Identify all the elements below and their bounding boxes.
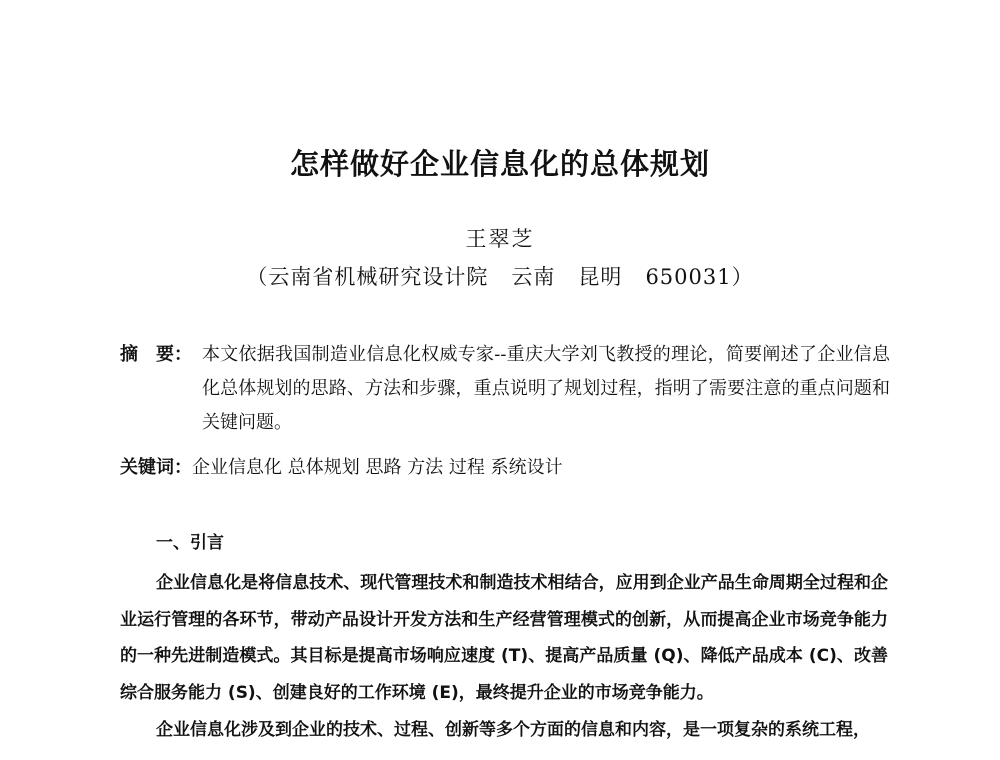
keywords-text: 企业信息化 总体规划 思路 方法 过程 系统设计 [192, 457, 563, 478]
author-name: 王翠芝 [465, 227, 535, 251]
paper-title: 怎样做好企业信息化的总体规划 [289, 147, 710, 181]
author-affiliation: （云南省机械研究设计院 云南 昆明 650031） [246, 265, 754, 289]
body-paragraph: 企业信息化是将信息技术、现代管理技术和制造技术相结合，应用到企业产品生命周期全过程和企业运行管理的各环节，带动产品设计开发方法和生产经营管理模式的创新，从而提高企业市场竞争能力的一种先进制造模式。其目标是提高市场响应速度 (T)、提高产品质量 (Q)、降低产品成本 (C)、改善综合服务能力 (S)、创建良好的工作环境 (E)，最终提升企业的市场竞争能力。 [120, 573, 888, 703]
abstract-text: 本文依据我国制造业信息化权威专家--重庆大学刘飞教授的理论，简要阐述了企业信息化总体规划的思路、方法和步骤，重点说明了规划过程，指明了需要注意的重点问题和关键问题。 [202, 344, 890, 433]
abstract-label: 摘 要： [120, 344, 192, 365]
keywords [120, 451, 563, 485]
keywords-label: 关键词： [120, 457, 192, 478]
abstract [120, 338, 890, 440]
body-paragraph: 企业信息化涉及到企业的技术、过程、创新等多个方面的信息和内容，是一项复杂的系统工程， [156, 720, 870, 740]
section-heading: 一、引言 [156, 533, 224, 553]
